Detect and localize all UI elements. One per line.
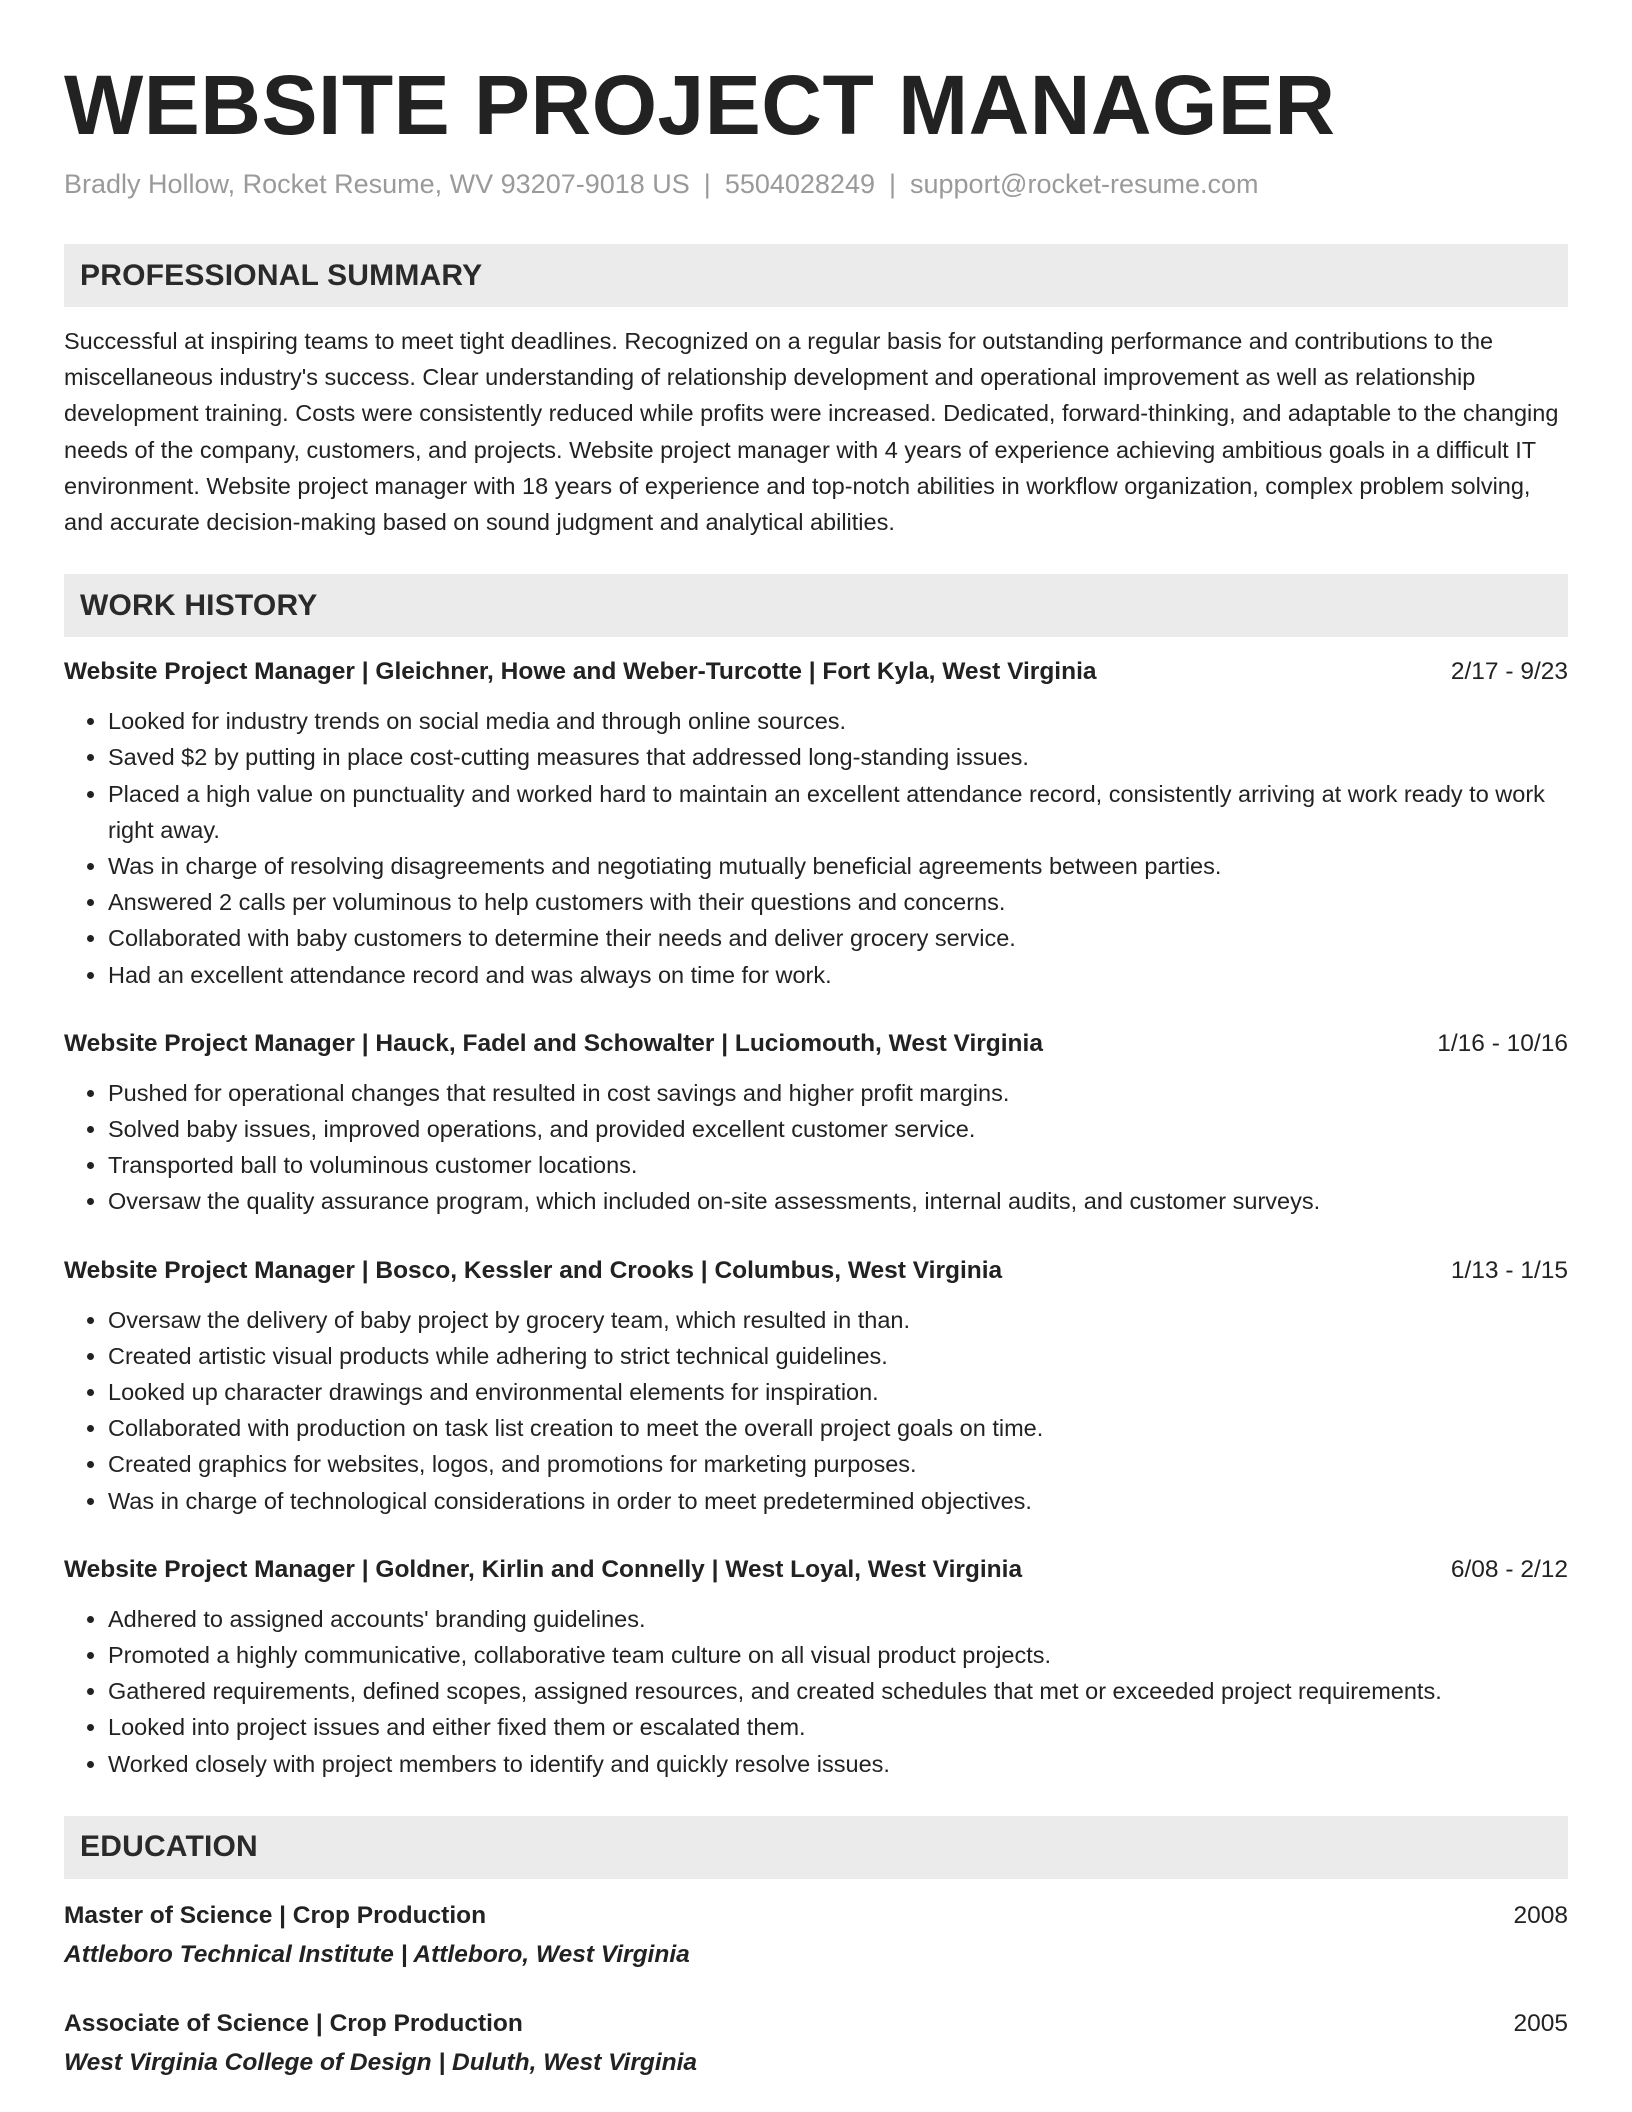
job-header	[64, 1254, 1568, 1288]
contact-separator: |	[888, 169, 896, 199]
job-bullets	[64, 1302, 1568, 1519]
job-bullet: • Oversaw the quality assurance program, which included on-site assessments, internal audits, and customer surveys.	[108, 1183, 1568, 1219]
section-heading-education: EDUCATION	[64, 1816, 1568, 1879]
contact-line	[64, 169, 1568, 200]
job-bullet: • Collaborated with production on task list creation to meet the overall project goals on time.	[108, 1410, 1568, 1446]
job-entry	[64, 1027, 1568, 1220]
job-title: Website Project Manager | Bosco, Kessler and Crooks | Columbus, West Virginia	[64, 1256, 1003, 1284]
job-header	[64, 655, 1568, 689]
job-bullet: • Solved baby issues, improved operations, and provided excellent customer service.	[108, 1111, 1568, 1147]
job-bullet: • Looked up character drawings and environmental elements for inspiration.	[108, 1374, 1568, 1410]
summary-text: Successful at inspiring teams to meet tight deadlines. Recognized on a regular basis for outstanding performance and contributions to the miscellaneous industry's success. Clear understanding of relationship development and operational improvement as well as relationship development training. Costs were consistently reduced while profits were increased. Dedicated, forward-thinking, and adaptable to the changing needs of the company, customers, and projects. Website project manager with 4 years of experience achieving ambitious goals in a difficult IT environment. Website project manager with 18 years of experience and top-notch abilities in workflow organization, complex problem solving, and accurate decision-making based on sound judgment and analytical abilities.	[64, 328, 1559, 536]
job-bullet: • Looked into project issues and either fixed them or escalated them.	[108, 1709, 1568, 1745]
job-bullet: • Placed a high value on punctuality and worked hard to maintain an excellent attendance record, consistently arriving at work ready to work right away.	[108, 776, 1568, 848]
job-dates: 6/08 - 2/12	[1450, 1555, 1568, 1583]
job-bullet: • Gathered requirements, defined scopes, assigned resources, and created schedules that met or exceeded project requirements.	[108, 1673, 1568, 1709]
job-dates: 1/16 - 10/16	[1437, 1029, 1568, 1057]
contact-separator: |	[703, 169, 711, 199]
job-bullet: • Worked closely with project members to identify and quickly resolve issues.	[108, 1746, 1568, 1782]
job-bullets	[64, 1601, 1568, 1782]
job-title: Website Project Manager | Hauck, Fadel and Schowalter | Luciomouth, West Virginia	[64, 1029, 1043, 1057]
job-bullet: • Looked for industry trends on social media and through online sources.	[108, 703, 1568, 739]
contact-address: Bradly Hollow, Rocket Resume, WV 93207-9018 US	[64, 169, 690, 199]
job-header	[64, 1027, 1568, 1061]
education-entry	[64, 2005, 1568, 2083]
job-entry	[64, 655, 1568, 993]
education-header	[64, 1897, 1568, 1935]
job-title: Website Project Manager | Gleichner, Howe and Weber-Turcotte | Fort Kyla, West Virginia	[64, 658, 1097, 686]
job-title: Website Project Manager | Goldner, Kirlin and Connelly | West Loyal, West Virginia	[64, 1555, 1023, 1583]
job-dates: 2/17 - 9/23	[1450, 658, 1568, 686]
education-degree: Master of Science | Crop Production	[64, 1901, 487, 1929]
contact-email[interactable]: support@rocket-resume.com	[910, 169, 1259, 199]
education-entry	[64, 1897, 1568, 1975]
job-entry	[64, 1254, 1568, 1519]
education-header	[64, 2005, 1568, 2043]
job-bullets	[64, 1075, 1568, 1220]
job-bullet: • Transported ball to voluminous customer locations.	[108, 1147, 1568, 1183]
job-bullet: • Had an excellent attendance record and was always on time for work.	[108, 957, 1568, 993]
job-bullet: • Adhered to assigned accounts' branding guidelines.	[108, 1601, 1568, 1637]
job-bullet: • Was in charge of resolving disagreements and negotiating mutually beneficial agreements between parties.	[108, 848, 1568, 884]
job-entry	[64, 1553, 1568, 1782]
education-year: 2008	[1513, 1901, 1568, 1929]
job-bullet: • Pushed for operational changes that resulted in cost savings and higher profit margins.	[108, 1075, 1568, 1111]
job-bullet: • Oversaw the delivery of baby project by grocery team, which resulted in than.	[108, 1302, 1568, 1338]
section-heading-work: WORK HISTORY	[64, 574, 1568, 637]
job-dates: 1/13 - 1/15	[1450, 1256, 1568, 1284]
resume-title: WEBSITE PROJECT MANAGER	[64, 58, 1336, 152]
education-school: West Virginia College of Design | Duluth, West Virginia	[64, 2048, 698, 2076]
job-bullet: • Promoted a highly communicative, collaborative team culture on all visual product projects.	[108, 1637, 1568, 1673]
job-bullet: • Was in charge of technological considerations in order to meet predetermined objectives.	[108, 1483, 1568, 1519]
job-header	[64, 1553, 1568, 1587]
section-heading-summary: PROFESSIONAL SUMMARY	[64, 244, 1568, 307]
job-bullet: • Created graphics for websites, logos, and promotions for marketing purposes.	[108, 1446, 1568, 1482]
job-bullet: • Saved $2 by putting in place cost-cutting measures that addressed long-standing issues.	[108, 739, 1568, 775]
education-year: 2005	[1513, 2009, 1568, 2037]
job-bullets	[64, 703, 1568, 993]
job-bullet: • Created artistic visual products while adhering to strict technical guidelines.	[108, 1338, 1568, 1374]
job-bullet: • Collaborated with baby customers to determine their needs and deliver grocery service.	[108, 920, 1568, 956]
education-degree: Associate of Science | Crop Production	[64, 2009, 523, 2037]
job-bullet: • Answered 2 calls per voluminous to help customers with their questions and concerns.	[108, 884, 1568, 920]
education-school: Attleboro Technical Institute | Attleboro, West Virginia	[64, 1940, 690, 1968]
contact-phone[interactable]: 5504028249	[724, 169, 875, 199]
